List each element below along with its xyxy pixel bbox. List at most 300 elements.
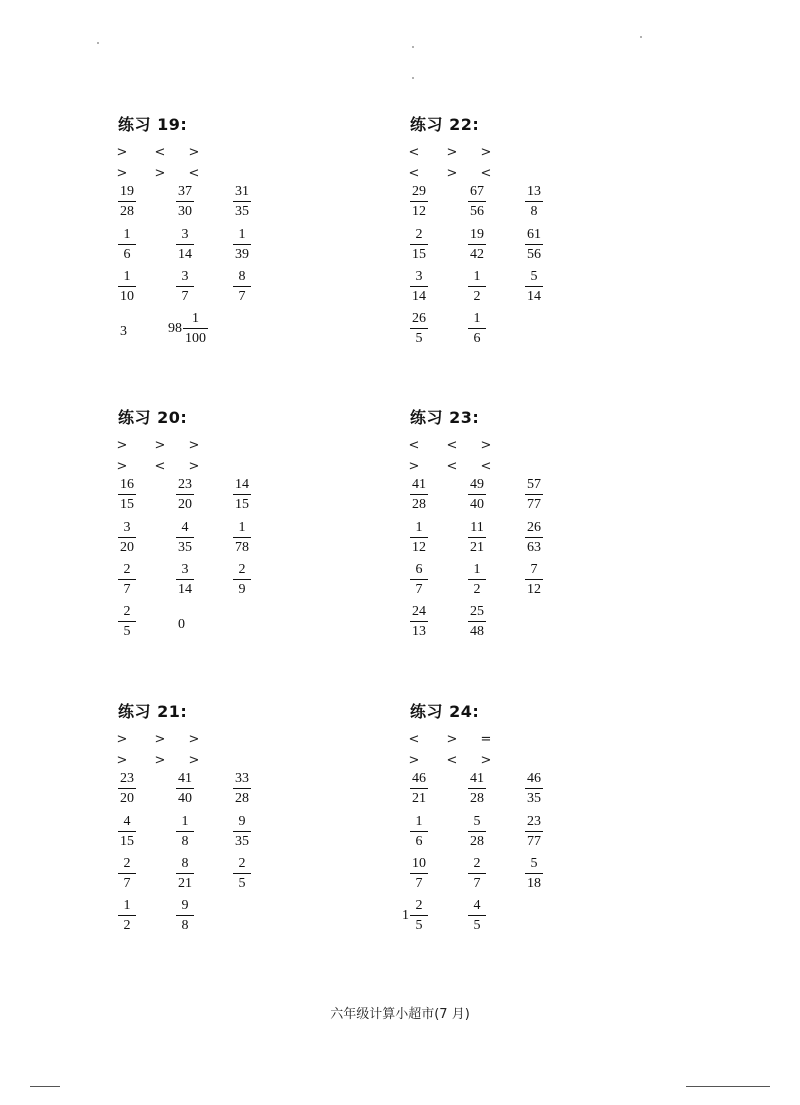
fraction [118, 857, 136, 891]
comparison-symbol: < [188, 166, 200, 181]
fraction [410, 857, 428, 891]
fraction [525, 478, 543, 512]
answer-item [410, 270, 428, 310]
comparison-symbol: < [446, 753, 458, 768]
answer-row [118, 857, 378, 897]
answer-item [410, 772, 428, 812]
fraction-denominator: 35 [233, 201, 251, 219]
fraction [118, 521, 136, 555]
answer-row [118, 521, 378, 561]
fraction [118, 772, 136, 806]
fraction-numerator: 37 [178, 184, 192, 199]
fraction [410, 228, 428, 262]
fraction-denominator: 39 [233, 244, 251, 262]
answer-item [525, 563, 543, 603]
fraction-denominator: 13 [410, 621, 428, 639]
fraction-numerator: 1 [123, 898, 131, 913]
answer-item [468, 815, 486, 855]
comparison-row [118, 459, 238, 475]
answer-item [468, 857, 486, 897]
fraction-denominator: 7 [468, 873, 486, 891]
answer-item [410, 478, 428, 518]
fraction [233, 521, 251, 555]
comparison-symbol: > [188, 753, 200, 768]
fraction-denominator: 2 [118, 915, 136, 933]
fraction-numerator: 24 [412, 604, 426, 619]
answer-item [176, 521, 194, 561]
comparison-row [410, 166, 530, 182]
fraction-numerator: 2 [238, 856, 246, 871]
answer-row [410, 857, 670, 897]
fraction-denominator: 8 [176, 915, 194, 933]
fraction-denominator: 15 [410, 244, 428, 262]
fraction-denominator: 7 [176, 286, 194, 304]
fraction-denominator: 77 [525, 831, 543, 849]
fraction [118, 563, 136, 597]
fraction [410, 899, 428, 933]
answer-item [525, 772, 543, 812]
fraction-numerator: 5 [473, 814, 481, 829]
answer-item [176, 772, 194, 812]
fraction [410, 185, 428, 219]
fraction-numerator: 46 [412, 771, 426, 786]
fraction [183, 312, 208, 346]
answer-row [118, 605, 378, 645]
answer-item [233, 772, 251, 812]
answer-item [118, 857, 136, 897]
fraction-numerator: 9 [181, 898, 189, 913]
scan-speck [412, 46, 414, 48]
exercise-title: 练习 21: [118, 702, 188, 721]
fraction-denominator: 20 [176, 494, 194, 512]
mixed-whole-part: 1 [402, 908, 409, 923]
fraction-numerator: 67 [470, 184, 484, 199]
fraction-numerator: 4 [473, 898, 481, 913]
answer-item [176, 185, 194, 225]
fraction-denominator: 2 [468, 579, 486, 597]
comparison-symbol: > [188, 438, 200, 453]
fraction-numerator: 61 [527, 227, 541, 242]
fraction [525, 815, 543, 849]
comparison-symbol: > [116, 459, 128, 474]
fraction-numerator: 1 [123, 227, 131, 242]
fraction-numerator: 2 [123, 856, 131, 871]
fraction-denominator: 35 [233, 831, 251, 849]
answer-row [118, 815, 378, 855]
answer-row [410, 185, 670, 225]
comparison-symbol: < [154, 459, 166, 474]
fraction-numerator: 26 [527, 520, 541, 535]
answer-item [525, 228, 543, 268]
fraction [410, 815, 428, 849]
fraction [118, 185, 136, 219]
comparison-symbol: > [446, 166, 458, 181]
fraction [468, 772, 486, 806]
answer-item [233, 478, 251, 518]
fraction [410, 605, 428, 639]
answer-item [176, 605, 185, 645]
fraction-denominator: 8 [176, 831, 194, 849]
fraction-denominator: 28 [410, 494, 428, 512]
fraction-numerator: 10 [412, 856, 426, 871]
fraction-denominator: 15 [118, 831, 136, 849]
comparison-symbol: > [188, 459, 200, 474]
fraction [233, 228, 251, 262]
fraction-numerator: 3 [181, 269, 189, 284]
answer-number: 0 [178, 617, 185, 632]
comparison-symbol: > [116, 438, 128, 453]
fraction [118, 605, 136, 639]
fraction-denominator: 14 [176, 579, 194, 597]
answer-item [402, 899, 428, 939]
comparison-symbol: > [116, 145, 128, 160]
answer-row [118, 185, 378, 225]
fraction [468, 270, 486, 304]
fraction [233, 772, 251, 806]
answer-item [118, 605, 136, 645]
fraction [176, 815, 194, 849]
fraction-numerator: 41 [178, 771, 192, 786]
fraction [525, 772, 543, 806]
fraction-denominator: 12 [410, 537, 428, 555]
answer-item [468, 772, 486, 812]
fraction-numerator: 3 [181, 227, 189, 242]
fraction-numerator: 2 [123, 604, 131, 619]
fraction [525, 857, 543, 891]
fraction-denominator: 8 [525, 201, 543, 219]
fraction [176, 478, 194, 512]
fraction [410, 270, 428, 304]
fraction-numerator: 1 [181, 814, 189, 829]
fraction [525, 270, 543, 304]
comparison-row [118, 145, 238, 161]
answer-item [176, 478, 194, 518]
answer-item [468, 478, 486, 518]
fraction-numerator: 2 [415, 227, 423, 242]
fraction-denominator: 7 [410, 873, 428, 891]
answer-item [176, 228, 194, 268]
comparison-row [118, 753, 238, 769]
answer-row [118, 312, 378, 352]
answer-row [410, 270, 670, 310]
fraction [176, 772, 194, 806]
fraction [118, 228, 136, 262]
comparison-symbol: > [480, 753, 492, 768]
fraction-denominator: 18 [525, 873, 543, 891]
answer-item [410, 605, 428, 645]
fraction-denominator: 5 [468, 915, 486, 933]
comparison-symbol: > [116, 166, 128, 181]
answer-row [118, 228, 378, 268]
fraction [525, 185, 543, 219]
answer-item [410, 521, 428, 561]
fraction-numerator: 1 [415, 520, 423, 535]
answer-item [410, 815, 428, 855]
comparison-row [410, 145, 530, 161]
answer-item [525, 270, 543, 310]
comparison-symbol: < [408, 732, 420, 747]
exercise-title: 练习 19: [118, 115, 188, 134]
answer-item [468, 899, 486, 939]
fraction-numerator: 8 [181, 856, 189, 871]
fraction [468, 312, 486, 346]
answer-item [525, 521, 543, 561]
fraction-numerator: 1 [238, 227, 246, 242]
comparison-symbol: < [154, 145, 166, 160]
answer-row [410, 605, 670, 645]
fraction-denominator: 35 [525, 788, 543, 806]
answer-number: 3 [120, 324, 127, 339]
fraction-denominator: 5 [410, 328, 428, 346]
answer-item [468, 605, 486, 645]
answer-item [468, 185, 486, 225]
answer-item [468, 270, 486, 310]
answer-item [233, 815, 251, 855]
fraction [118, 478, 136, 512]
answer-item [525, 815, 543, 855]
fraction [468, 899, 486, 933]
fraction [233, 815, 251, 849]
fraction-denominator: 28 [468, 831, 486, 849]
comparison-symbol: < [446, 459, 458, 474]
fraction-numerator: 25 [470, 604, 484, 619]
fraction [468, 815, 486, 849]
fraction-denominator: 15 [233, 494, 251, 512]
fraction [118, 270, 136, 304]
fraction-numerator: 23 [120, 771, 134, 786]
answer-item [118, 478, 136, 518]
comparison-symbol: > [154, 438, 166, 453]
fraction-numerator: 19 [120, 184, 134, 199]
answer-item [233, 563, 251, 603]
fraction [176, 228, 194, 262]
fraction [525, 228, 543, 262]
fraction [233, 270, 251, 304]
answer-item [233, 228, 251, 268]
fraction-numerator: 3 [123, 520, 131, 535]
answer-item [118, 270, 136, 310]
fraction-denominator: 28 [118, 201, 136, 219]
answer-row [410, 228, 670, 268]
answer-row [410, 312, 670, 352]
comparison-symbol: > [408, 459, 420, 474]
fraction-denominator: 21 [176, 873, 194, 891]
fraction-denominator: 56 [468, 201, 486, 219]
scan-speck [412, 77, 414, 79]
fraction-numerator: 2 [473, 856, 481, 871]
comparison-symbol: < [446, 438, 458, 453]
fraction [468, 605, 486, 639]
fraction-denominator: 40 [468, 494, 486, 512]
answer-row [118, 772, 378, 812]
fraction [410, 521, 428, 555]
fraction-denominator: 30 [176, 201, 194, 219]
fraction-denominator: 10 [118, 286, 136, 304]
fraction-denominator: 20 [118, 537, 136, 555]
fraction-numerator: 1 [473, 562, 481, 577]
fraction-denominator: 35 [176, 537, 194, 555]
fraction [118, 815, 136, 849]
fraction [176, 521, 194, 555]
comparison-symbol: < [480, 459, 492, 474]
comparison-symbol: > [480, 438, 492, 453]
exercise-section [118, 699, 378, 949]
answer-row [410, 521, 670, 561]
answer-item [118, 815, 136, 855]
fraction-denominator: 12 [525, 579, 543, 597]
answer-row [402, 898, 670, 939]
fraction-numerator: 4 [123, 814, 131, 829]
answer-item [525, 185, 543, 225]
fraction [176, 270, 194, 304]
answer-item [168, 312, 208, 352]
fraction [468, 521, 486, 555]
fraction-numerator: 1 [192, 311, 199, 326]
answer-item [410, 857, 428, 897]
fraction-numerator: 2 [238, 562, 246, 577]
exercise-title: 练习 23: [410, 408, 480, 427]
fraction [233, 185, 251, 219]
fraction-numerator: 23 [527, 814, 541, 829]
fraction-numerator: 14 [235, 477, 249, 492]
exercise-section [402, 699, 670, 949]
answer-row [410, 815, 670, 855]
fraction-numerator: 5 [530, 269, 538, 284]
fraction-denominator: 14 [176, 244, 194, 262]
fraction-denominator: 6 [118, 244, 136, 262]
fraction-numerator: 8 [238, 269, 246, 284]
fraction-denominator: 42 [468, 244, 486, 262]
fraction-denominator: 12 [410, 201, 428, 219]
fraction-numerator: 1 [238, 520, 246, 535]
comparison-symbol: > [188, 145, 200, 160]
fraction-numerator: 26 [412, 311, 426, 326]
answer-item [468, 228, 486, 268]
exercise-title: 练习 22: [410, 115, 480, 134]
fraction-denominator: 20 [118, 788, 136, 806]
answer-item [118, 899, 136, 939]
answer-row [118, 899, 378, 939]
fraction-numerator: 3 [415, 269, 423, 284]
fraction-numerator: 19 [470, 227, 484, 242]
fraction-denominator: 28 [233, 788, 251, 806]
fraction-denominator: 21 [468, 537, 486, 555]
answer-item [468, 521, 486, 561]
comparison-symbol: < [408, 145, 420, 160]
fraction-numerator: 33 [235, 771, 249, 786]
fraction-denominator: 21 [410, 788, 428, 806]
fraction-numerator: 16 [120, 477, 134, 492]
exercise-section [410, 405, 670, 655]
comparison-symbol: > [154, 166, 166, 181]
fraction-numerator: 49 [470, 477, 484, 492]
fraction [233, 478, 251, 512]
fraction-denominator: 14 [525, 286, 543, 304]
scan-mark-right [686, 1086, 770, 1087]
answer-row [118, 478, 378, 518]
fraction-numerator: 4 [181, 520, 189, 535]
answer-item [233, 857, 251, 897]
mixed-whole-part: 98 [168, 321, 182, 336]
fraction-numerator: 1 [123, 269, 131, 284]
fraction [176, 857, 194, 891]
fraction-numerator: 29 [412, 184, 426, 199]
answer-item [176, 270, 194, 310]
fraction [525, 563, 543, 597]
answer-row [118, 270, 378, 310]
answer-item [176, 899, 194, 939]
fraction-denominator: 6 [410, 831, 428, 849]
fraction-denominator: 14 [410, 286, 428, 304]
answer-item [233, 521, 251, 561]
answer-item [410, 563, 428, 603]
answer-item [525, 478, 543, 518]
comparison-row [410, 438, 530, 454]
fraction-denominator: 9 [233, 579, 251, 597]
fraction [410, 772, 428, 806]
fraction [468, 478, 486, 512]
fraction-numerator: 7 [530, 562, 538, 577]
fraction [176, 899, 194, 933]
fraction-numerator: 57 [527, 477, 541, 492]
answer-item [176, 857, 194, 897]
comparison-symbol: > [446, 145, 458, 160]
answer-item [410, 228, 428, 268]
fraction-denominator: 100 [183, 328, 208, 346]
fraction-denominator: 7 [118, 873, 136, 891]
comparison-symbol: = [480, 732, 492, 747]
fraction-denominator: 7 [118, 579, 136, 597]
fraction-numerator: 1 [415, 814, 423, 829]
fraction-numerator: 23 [178, 477, 192, 492]
fraction [176, 185, 194, 219]
comparison-symbol: > [116, 732, 128, 747]
exercise-title: 练习 24: [410, 702, 480, 721]
fraction-numerator: 6 [415, 562, 423, 577]
comparison-row [410, 459, 530, 475]
answer-item [118, 521, 136, 561]
fraction-numerator: 13 [527, 184, 541, 199]
comparison-symbol: > [154, 732, 166, 747]
scan-mark-left [30, 1086, 60, 1087]
fraction [176, 563, 194, 597]
comparison-row [118, 732, 238, 748]
comparison-row [118, 166, 238, 182]
fraction-numerator: 11 [470, 520, 484, 535]
comparison-symbol: < [408, 438, 420, 453]
answer-item [233, 270, 251, 310]
answer-row [410, 563, 670, 603]
answer-item [118, 772, 136, 812]
comparison-row [118, 438, 238, 454]
comparison-row [410, 732, 530, 748]
fraction-denominator: 78 [233, 537, 251, 555]
comparison-symbol: > [408, 753, 420, 768]
fraction-numerator: 3 [181, 562, 189, 577]
scan-speck [640, 36, 642, 38]
answer-item [468, 312, 486, 352]
comparison-symbol: < [408, 166, 420, 181]
answer-row [410, 478, 670, 518]
answer-item [118, 228, 136, 268]
answer-item [233, 185, 251, 225]
comparison-symbol: < [480, 166, 492, 181]
exercise-section [118, 112, 378, 362]
fraction-numerator: 41 [412, 477, 426, 492]
answer-row [118, 563, 378, 603]
comparison-symbol: > [154, 753, 166, 768]
fraction-denominator: 56 [525, 244, 543, 262]
